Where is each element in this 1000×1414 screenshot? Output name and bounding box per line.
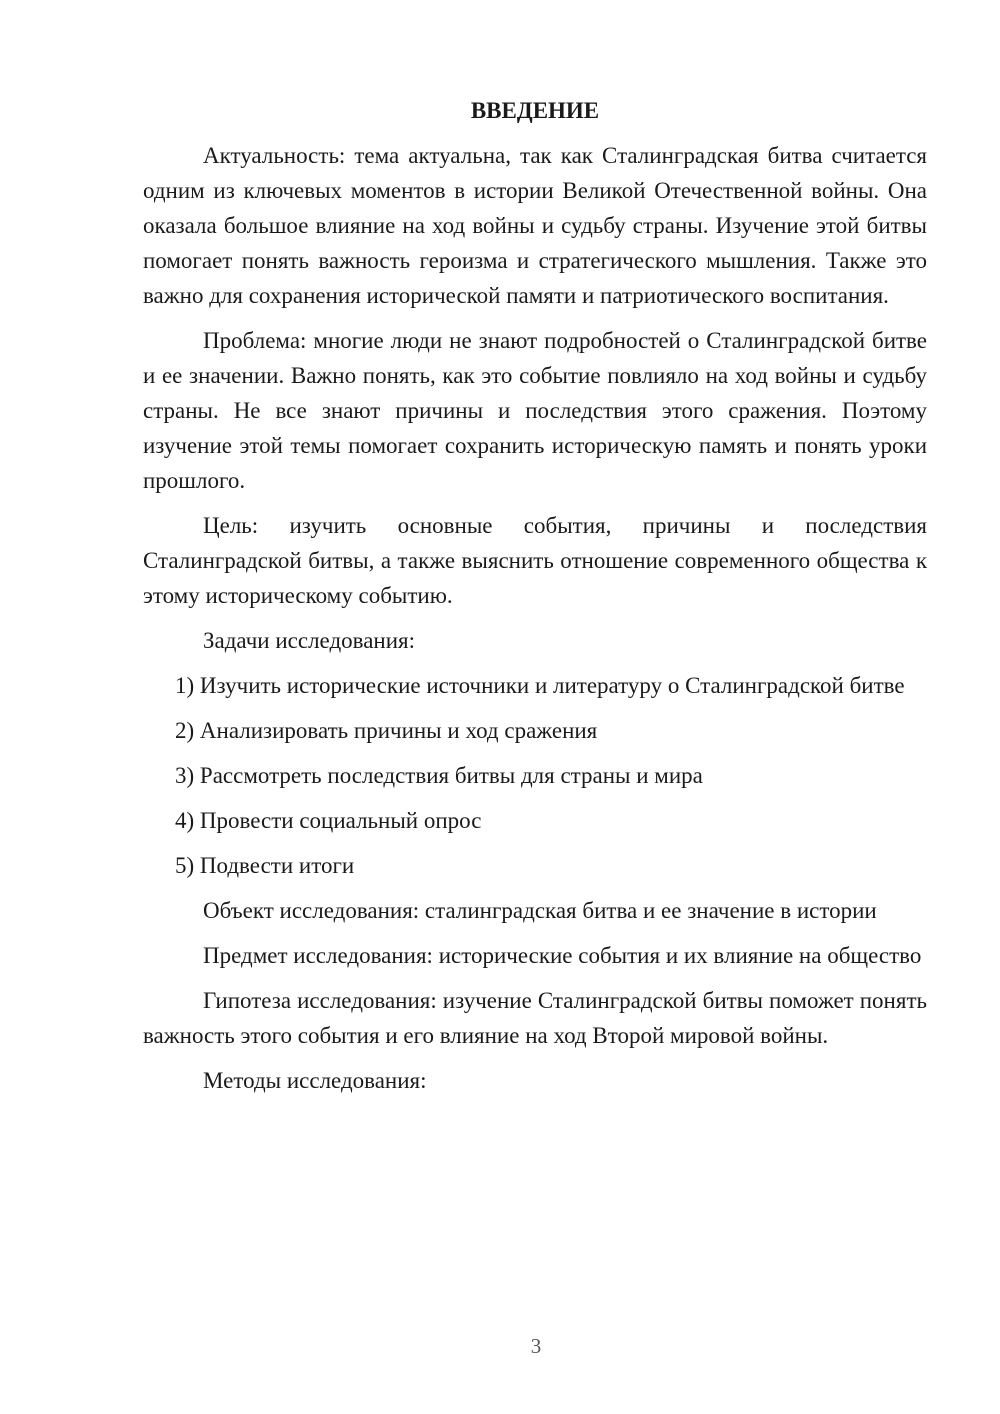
- page-content: [143, 96, 927, 1108]
- relevance-paragraph: Актуальность: тема актуальна, так как Сталинградская битва считается одним из ключевых моментов в истории Великой Отечественной войны. Она оказала большое влияние на ход войны и судьбу страны. Изучение этой битвы помогает понять важность героизма и стратегического мышления. Также это важно для сохранения исторической памяти и патриотического воспитания.: [143, 143, 927, 308]
- tasks-list: [143, 668, 927, 883]
- object-paragraph: Объект исследования: сталинградская битва и ее значение в истории: [203, 898, 877, 923]
- task-item: 4) Провести социальный опрос: [175, 808, 482, 833]
- task-item: 2) Анализировать причины и ход сражения: [175, 718, 598, 743]
- task-item: 3) Рассмотреть последствия битвы для страны и мира: [175, 763, 703, 788]
- methods-heading: Методы исследования:: [203, 1068, 427, 1093]
- subject-paragraph: Предмет исследования: исторические события и их влияние на общество: [203, 943, 922, 968]
- task-item: 5) Подвести итоги: [175, 853, 355, 878]
- page-number: 3: [530, 1334, 542, 1358]
- problem-paragraph: Проблема: многие люди не знают подробностей о Сталинградской битве и ее значении. Важно понять, как это событие повлияло на ход войны и судьбу страны. Не все знают причины и последствия этого сражения. Поэтому изучение этой темы помогает сохранить историческую память и понять уроки прошлого.: [143, 328, 927, 493]
- tasks-heading: Задачи исследования:: [203, 628, 416, 653]
- section-title: ВВЕДЕНИЕ: [470, 98, 600, 123]
- goal-paragraph: Цель: изучить основные события, причины и последствия Сталинградской битвы, а также выяснить отношение современного общества к этому историческому событию.: [143, 513, 927, 608]
- task-item: 1) Изучить исторические источники и литературу о Сталинградской битве: [175, 673, 905, 698]
- hypothesis-paragraph: Гипотеза исследования: изучение Сталинградской битвы поможет понять важность этого события и его влияние на ход Второй мировой войны.: [143, 988, 927, 1048]
